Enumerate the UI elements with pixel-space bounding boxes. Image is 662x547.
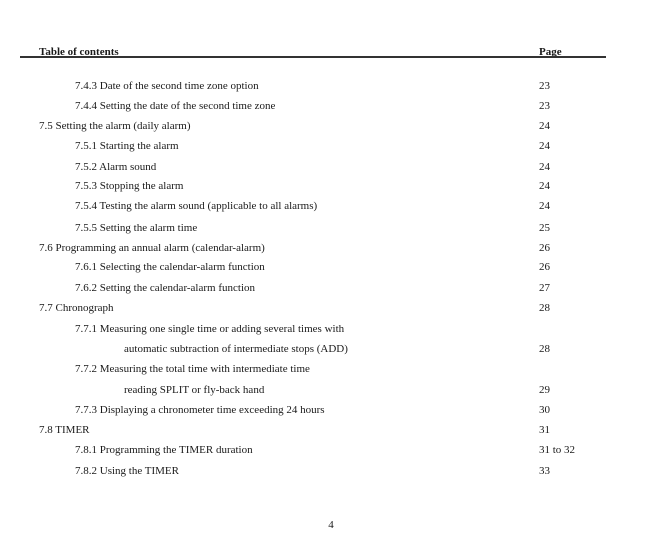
toc-entry-page: 28 bbox=[539, 302, 550, 314]
toc-entry-page: 28 bbox=[539, 343, 550, 355]
toc-entry-page: 24 bbox=[539, 161, 550, 173]
toc-entry-page: 33 bbox=[539, 465, 550, 477]
toc-entry-page: 26 bbox=[539, 261, 550, 273]
toc-entry bbox=[0, 341, 662, 357]
toc-entry-text: 7.6.1 Selecting the calendar-alarm function bbox=[75, 261, 265, 273]
toc-entry-page: 31 bbox=[539, 424, 550, 436]
toc-entry bbox=[0, 463, 662, 479]
toc-entry-text: 7.6 Programming an annual alarm (calendar-alarm) bbox=[39, 242, 265, 254]
toc-title: Table of contents bbox=[39, 46, 119, 58]
toc-entry bbox=[0, 159, 662, 175]
toc-entry-text: 7.8.2 Using the TIMER bbox=[75, 465, 179, 477]
toc-entry-page: 24 bbox=[539, 180, 550, 192]
toc-entry bbox=[0, 300, 662, 316]
toc-entry bbox=[0, 138, 662, 154]
toc-entry bbox=[0, 78, 662, 94]
toc-entry-text: 7.5.5 Setting the alarm time bbox=[75, 222, 198, 234]
toc-entry-page: 27 bbox=[539, 282, 550, 294]
toc-entry-text: 7.7.3 Displaying a chronometer time exceeding 24 hours bbox=[75, 404, 325, 416]
page-column-label: Page bbox=[539, 46, 562, 58]
toc-entry-text: 7.5.2 Alarm sound bbox=[75, 161, 157, 173]
toc-entry-text: 7.7 Chronograph bbox=[39, 302, 114, 314]
toc-entry-text: reading SPLIT or fly-back hand bbox=[124, 384, 265, 396]
toc-entry bbox=[0, 118, 662, 134]
toc-entry bbox=[0, 178, 662, 194]
toc-entry bbox=[0, 422, 662, 438]
toc-entry-text: 7.8 TIMER bbox=[39, 424, 90, 436]
toc-entry bbox=[0, 240, 662, 256]
toc-entry bbox=[0, 98, 662, 114]
toc-entry-text: 7.4.4 Setting the date of the second time zone bbox=[75, 100, 276, 112]
header-rule bbox=[20, 56, 606, 58]
toc-entry-text: 7.5.1 Starting the alarm bbox=[75, 140, 179, 152]
toc-entry-text: 7.5 Setting the alarm (daily alarm) bbox=[39, 120, 191, 132]
toc-entry bbox=[0, 259, 662, 275]
toc-entry-page: 24 bbox=[539, 120, 550, 132]
page-number: 4 bbox=[328, 519, 334, 531]
toc-entry-page: 24 bbox=[539, 140, 550, 152]
toc-entry bbox=[0, 220, 662, 236]
toc-entry-page: 26 bbox=[539, 242, 550, 254]
toc-entry bbox=[0, 198, 662, 214]
toc-entry-page: 30 bbox=[539, 404, 550, 416]
toc-entry-page: 23 bbox=[539, 80, 550, 92]
toc-entry bbox=[0, 442, 662, 458]
toc-entry-text: 7.8.1 Programming the TIMER duration bbox=[75, 444, 253, 456]
toc-entry-text: 7.5.4 Testing the alarm sound (applicable to all alarms) bbox=[75, 200, 318, 212]
toc-entry-text: 7.7.2 Measuring the total time with intermediate time bbox=[75, 363, 310, 375]
toc-entry bbox=[0, 402, 662, 418]
toc-entry bbox=[0, 382, 662, 398]
toc-entry-text: 7.4.3 Date of the second time zone option bbox=[75, 80, 259, 92]
toc-entry-text: automatic subtraction of intermediate stops (ADD) bbox=[124, 343, 348, 355]
toc-entry-page: 31 to 32 bbox=[539, 444, 576, 456]
toc-entry-page: 24 bbox=[539, 200, 550, 212]
toc-entry-page: 25 bbox=[539, 222, 550, 234]
toc-entry-page: 29 bbox=[539, 384, 550, 396]
toc-entry bbox=[0, 280, 662, 296]
toc-entry bbox=[0, 321, 662, 337]
toc-entry-page: 23 bbox=[539, 100, 550, 112]
toc-entry-text: 7.5.3 Stopping the alarm bbox=[75, 180, 184, 192]
toc-entry-text: 7.7.1 Measuring one single time or adding several times with bbox=[75, 323, 345, 335]
toc-entry-text: 7.6.2 Setting the calendar-alarm function bbox=[75, 282, 255, 294]
toc-entry bbox=[0, 361, 662, 377]
